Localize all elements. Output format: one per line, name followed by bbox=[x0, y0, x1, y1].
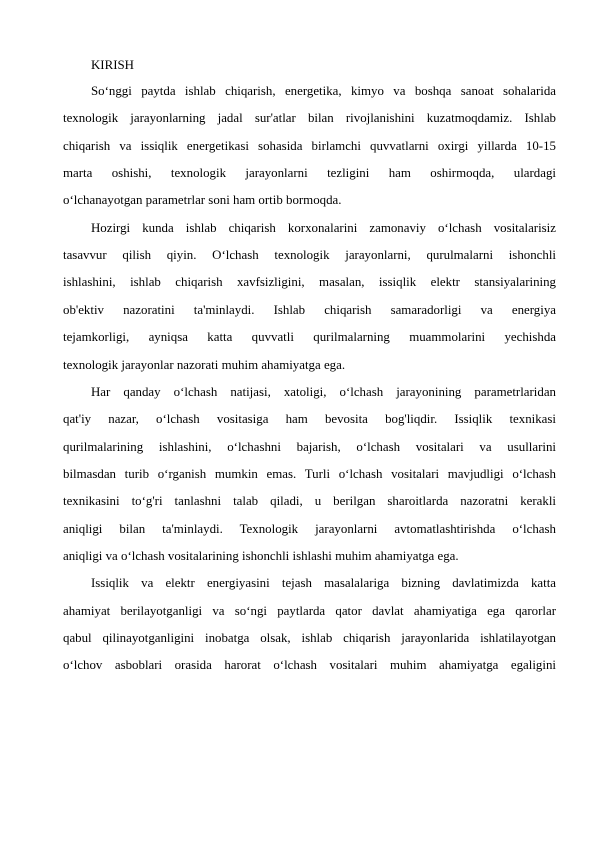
text-line: Issiqlik va elektr energiyasini tejash masalalariga bizning davlatimizda katta bbox=[91, 576, 556, 591]
text-line: qabul qilinayotganligini inobatga olsak, ishlab chiqarish jarayonlarida ishlatilayotgan bbox=[63, 631, 556, 645]
text-line: o‘lchov asboblari orasida harorat o‘lchash vositalari muhim ahamiyatga egaligini bbox=[63, 658, 556, 673]
text-line: chiqarish va issiqlik energetikasi sohasida birlamchi quvvatlarni oxirgi yillarda 10-15 bbox=[63, 138, 556, 153]
text-line: ob'ektiv nazoratini ta'minlaydi. Ishlab chiqarish samaradorligi va energiya bbox=[63, 302, 556, 317]
text-line: texnologik jarayonlarning jadal sur'atlar bilan rivojlanishini kuzatmoqdamiz. Ishlab bbox=[63, 111, 556, 126]
text-line: marta oshishi, texnologik jarayonlarni tezligini ham oshirmoqda, ulardagi bbox=[63, 166, 556, 181]
text-line: Hozirgi kunda ishlab chiqarish korxonalarini zamonaviy o‘lchash vositalarisiz bbox=[91, 220, 556, 235]
text-line: Har qanday o‘lchash natijasi, xatoligi, o‘lchash jarayonining parametrlaridan bbox=[91, 384, 556, 399]
text-line: bilmasdan turib o‘rganish mumkin emas. Turli o‘lchash vositalari mavjudligi o‘lchash bbox=[63, 466, 556, 481]
text-line: texnikasini to‘g'ri tanlashni talab qiladi, u berilgan sharoitlarda nazoratni kerakli bbox=[63, 494, 556, 509]
text-line: qat'iy nazar, o‘lchash vositasiga ham bevosita bog'liqdir. Issiqlik texnikasi bbox=[63, 412, 556, 427]
text-line: texnologik jarayonlar nazorati muhim ahamiyatga ega. bbox=[63, 357, 346, 372]
text-line: So‘nggi paytda ishlab chiqarish, energetika, kimyo va boshqa sanoat sohalarida bbox=[91, 84, 556, 98]
text-line: tasavvur qilish qiyin. O‘lchash texnologik jarayonlarni, qurulmalarni ishonchli bbox=[63, 248, 556, 263]
text-line: qurilmalarining ishlashini, o‘lchashni bajarish, o‘lchash vositalari va usullarini bbox=[63, 439, 556, 454]
text-line: o‘lchanayotgan parametrlar soni ham ortib bormoqda. bbox=[63, 193, 342, 208]
text-line: aniqligi bilan ta'minlaydi. Texnologik jarayonlarni avtomatlashtirishda o‘lchash bbox=[63, 521, 556, 536]
text-line: ishlashini, ishlab chiqarish xavfsizligini, masalan, issiqlik elektr stansiyalarining bbox=[63, 275, 556, 290]
text-line: ahamiyat berilayotganligi va so‘ngi paytlarda qator davlat ahamiyatiga ega qarorlar bbox=[63, 603, 556, 618]
text-line: tejamkorligi, ayniqsa katta quvvatli qurilmalarning muammolarini yechishda bbox=[63, 330, 556, 345]
section-heading: KIRISH bbox=[91, 58, 134, 72]
text-line: aniqligi va o‘lchash vositalarining ishonchli ishlashi muhim ahamiyatga ega. bbox=[63, 548, 459, 563]
